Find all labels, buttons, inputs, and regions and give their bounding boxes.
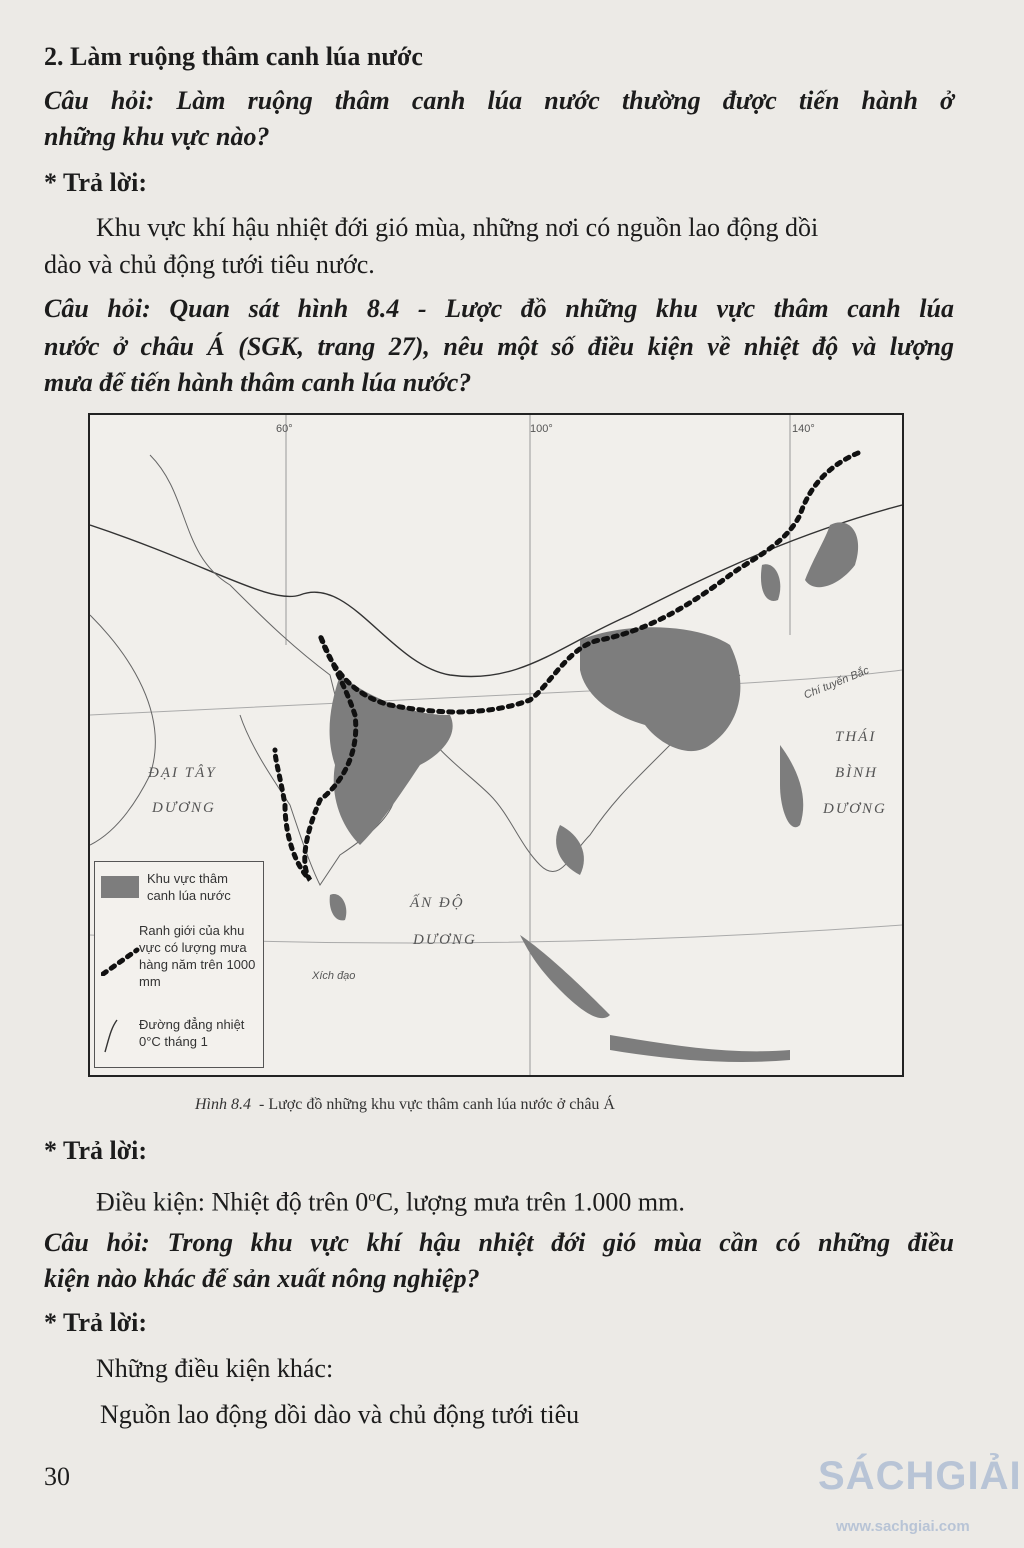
rice-area-philippines [780,745,803,827]
isotherm-swatch [101,1018,141,1054]
ocean-label-indian-2: DƯƠNG [413,932,477,948]
meridian-label-60: 60° [276,423,293,435]
section-heading: 2. Làm ruộng thâm canh lúa nước [44,42,423,71]
watermark-brand: SÁCHGIẢI [818,1454,1022,1498]
question-3-line-2: kiện nào khác để sản xuất nông nghiệp? [44,1264,480,1293]
rice-area-java [610,1035,790,1062]
question-1-line-1: Câu hỏi: Làm ruộng thâm canh lúa nước thường được tiến hành ở [44,86,954,115]
answer-2-degree-sup: o [368,1189,376,1205]
answer-label-3: * Trả lời: [44,1308,147,1337]
question-2-line-2: nước ở châu Á (SGK, trang 27), nêu một số điều kiện về nhiệt độ và lượng [44,332,954,361]
rice-area-vietnam [556,825,584,875]
figure-caption [195,1096,615,1114]
question-2-line-3: mưa để tiến hành thâm canh lúa nước? [44,368,472,397]
answer-2-suffix: C, lượng mưa trên 1.000 mm. [375,1187,685,1217]
ocean-label-atlantic-2: DƯƠNG [152,800,216,816]
isotherm-line [90,505,902,677]
page-number: 30 [44,1462,70,1491]
ocean-label-pacific-2: BÌNH [835,765,878,781]
tropic-label: Chí tuyến Bắc [802,664,871,702]
meridian-label-140: 140° [792,423,815,435]
answer-label-2: * Trả lời: [44,1136,147,1165]
figure-caption-text: - Lược đồ những khu vực thâm canh lúa nước ở châu Á [259,1096,615,1113]
site-watermark [818,1448,1022,1538]
legend-label-rice: Khu vực thâm canh lúa nước [147,871,231,903]
rice-area-china [580,627,740,751]
legend-label-rainfall: Ranh giới của khu vực có lượng mưa hàng năm trên 1000 mm [139,923,256,989]
arabia-coastline [90,615,155,845]
rice-area-sumatra [520,935,610,1018]
watermark-url: www.sachgiai.com [836,1518,970,1535]
question-1-line-2: những khu vực nào? [44,122,270,151]
dotted-line-swatch [101,946,141,976]
legend-item-rainfall [95,920,263,1004]
answer-label-1: * Trả lời: [44,168,147,197]
answer-2-line [96,1180,1006,1220]
rice-area-korea [761,564,780,601]
answer-1-line-2: dào và chủ động tưới tiêu nước. [44,250,375,279]
answer-2-prefix: Điều kiện: Nhiệt độ trên 0 [96,1187,369,1217]
answer-3-line-1: Những điều kiện khác: [96,1354,334,1383]
rice-area-japan [805,522,858,587]
answer-3-line-2: Nguồn lao động dồi dào và chủ động tưới tiêu [100,1400,580,1429]
map-legend [94,861,264,1068]
meridian-label-100: 100° [530,423,553,435]
ocean-label-atlantic-1: ĐẠI TÂY [148,765,217,781]
ocean-label-pacific-1: THÁI [835,729,877,745]
ocean-label-pacific-3: DƯƠNG [823,801,887,817]
answer-1-line-1: Khu vực khí hậu nhiệt đới gió mùa, những nơi có nguồn lao động dồi [96,213,819,242]
legend-item-isotherm [95,1012,263,1062]
question-3-line-1: Câu hỏi: Trong khu vực khí hậu nhiệt đới gió mùa cần có những điều [44,1228,954,1257]
rice-area-swatch [101,876,139,898]
question-2-line-1: Câu hỏi: Quan sát hình 8.4 - Lược đồ những khu vực thâm canh lúa [44,294,954,323]
ocean-label-indian-1: ẤN ĐỘ [410,895,465,911]
rice-area-srilanka [330,894,347,920]
legend-item-rice [95,866,263,912]
legend-label-isotherm: Đường đẳng nhiệt 0°C tháng 1 [139,1017,245,1049]
figure-number: Hình 8.4 [195,1096,251,1113]
asia-rice-map-figure [88,413,904,1077]
equator-label: Xích đạo [312,970,356,982]
